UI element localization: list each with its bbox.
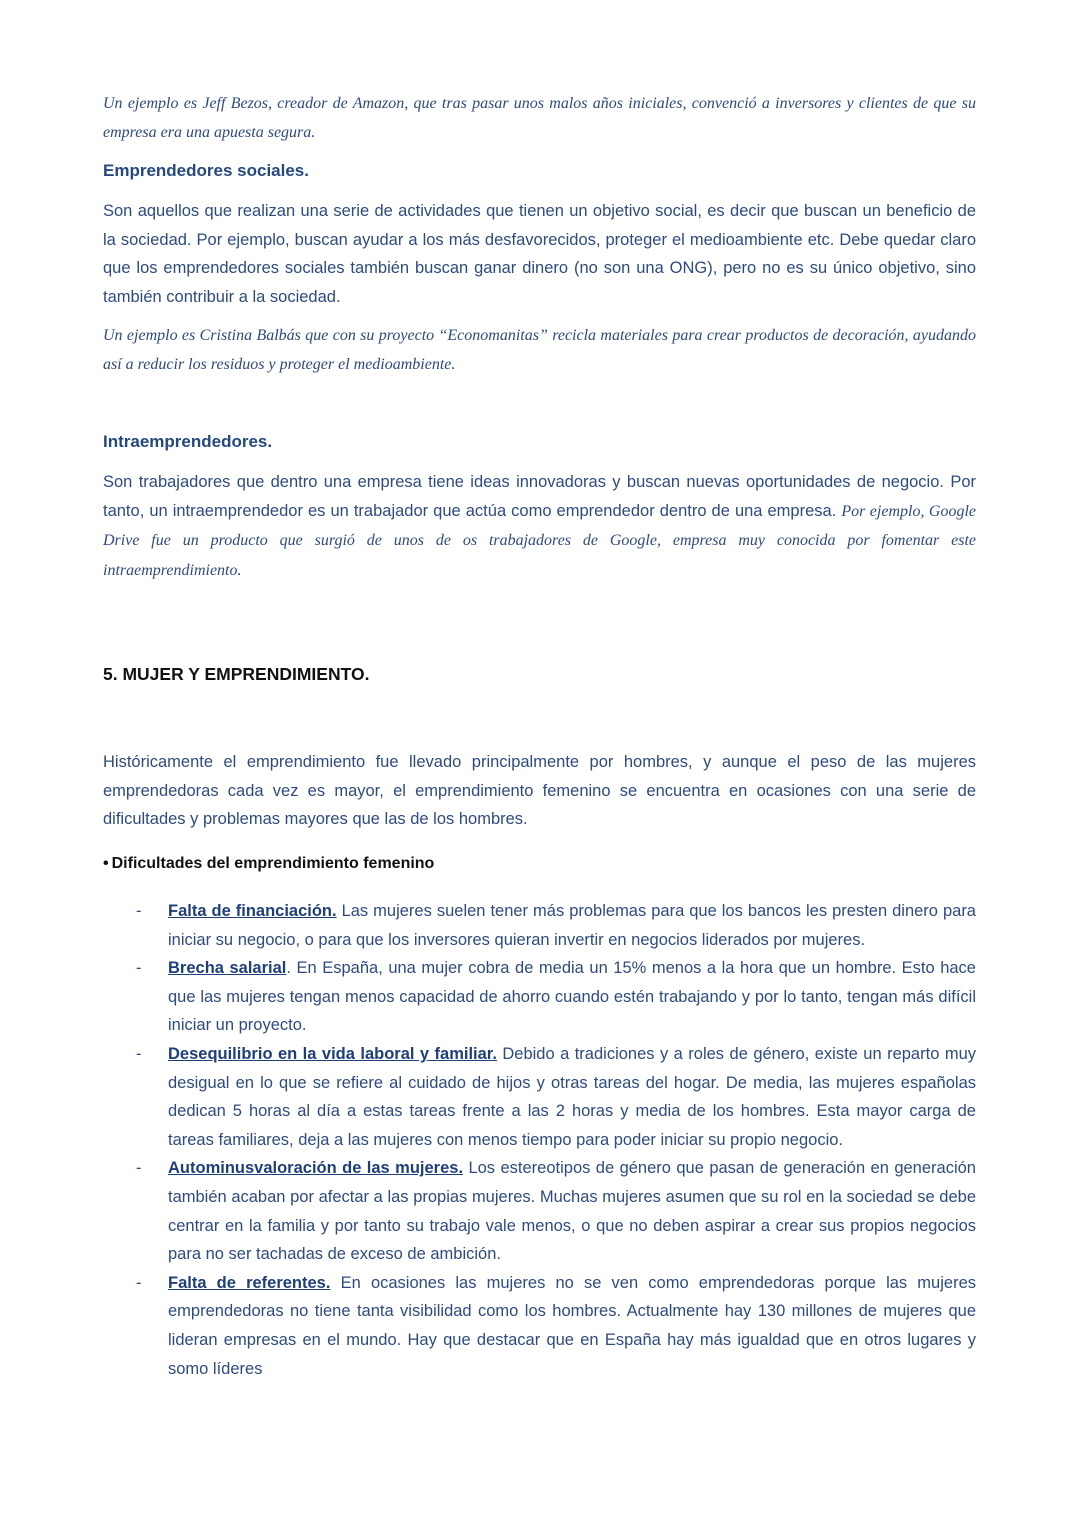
section-5-title: 5. MUJER Y EMPRENDIMIENTO.: [103, 664, 370, 684]
intrapreneurs-heading: Intraemprendedores.: [103, 432, 273, 451]
list-item-text: . En España, una mujer cobra de media un 15% menos a la hora que un hombre. Esto hace que las mujeres tengan menos capacidad de ahorro cuando estén trabajando y por lo tanto, tengan más difícil iniciar un proyecto.: [168, 959, 976, 1035]
list-item-term: Desequilibrio en la vida laboral y familiar.: [168, 1044, 497, 1063]
list-item-text: Los estereotipos de género que pasan de generación en generación también acaban por afectar a las propias mujeres. Muchas mujeres asumen que su rol en la sociedad se debe centrar en la familia y por tanto su trabajo vale menos, o que no deben aspirar a crear sus propios negocios para no ser tachadas de exceso de ambición.: [168, 1159, 976, 1264]
list-item-text: En ocasiones las mujeres no se ven como emprendedoras porque las mujeres emprendedoras no tiene tanta visibilidad como los hombres. Actualmente hay 130 millones de mujeres que lideran empresas en el mundo. Hay que destacar que en España hay más igualdad que en otros lugares y somo líderes: [168, 1273, 976, 1378]
google-drive-example: Por ejemplo, Google Drive fue un producto que surgió de unos de os trabajadores de Google, empresa muy conocida por fomentar este intraemprendimiento.: [103, 502, 977, 579]
list-item: [103, 954, 976, 1040]
list-item: [103, 1154, 976, 1268]
women-entrepreneurship-intro: Históricamente el emprendimiento fue llevado principalmente por hombres, y aunque el peso de las mujeres emprendedoras cada vez es mayor, el emprendimiento femenino se encuentra en ocasiones con una serie de dificultades y problemas mayores que las de los hombres.: [103, 753, 976, 829]
list-item-text: Debido a tradiciones y a roles de género, existe un reparto muy desigual en lo que se refiere al cuidado de hijos y otras tareas del hogar. De media, las mujeres españolas dedican 5 horas al día a estas tareas frente a las 2 horas y media de los hombres. Esta mayor carga de tareas familiares, deja a las mujeres con menos tiempo para poder iniciar su propio negocio.: [168, 1044, 976, 1149]
list-item-term: Falta de financiación.: [168, 902, 337, 920]
dash-bullet-icon: -: [136, 959, 142, 978]
list-item-term: Autominusvaloración de las mujeres.: [168, 1159, 464, 1178]
social-entrepreneurs-heading: Emprendedores sociales.: [103, 161, 309, 180]
bullet-dot-icon: •: [103, 855, 109, 872]
intrapreneurs-text: Son trabajadores que dentro una empresa tiene ideas innovadoras y buscan nuevas oportunidades de negocio. Por tanto, un intraemprendedor es un trabajador que actúa como emprendedor dentro de una empresa.: [103, 473, 976, 520]
intrapreneurs-body: [103, 468, 976, 585]
difficulties-list: [103, 897, 976, 1383]
dash-bullet-icon: -: [136, 1044, 142, 1063]
list-item-text: Las mujeres suelen tener más problemas para que los bancos les presten dinero para iniciar su negocio, o para que los inversores quieran invertir en negocios liderados por mujeres.: [168, 902, 976, 949]
dash-bullet-icon: -: [136, 1159, 142, 1178]
list-item-term: Falta de referentes.: [168, 1273, 331, 1292]
dash-bullet-icon: -: [136, 902, 142, 920]
list-item-term: Brecha salarial: [168, 959, 287, 978]
balbas-example: Un ejemplo es Cristina Balbás que con su proyecto “Economanitas” recicla materiales para crear productos de decoración, ayudando así a reducir los residuos y proteger el medioambiente.: [103, 327, 976, 373]
difficulties-heading: [103, 852, 976, 876]
list-item: [103, 1040, 976, 1154]
dash-bullet-icon: -: [136, 1273, 142, 1292]
social-entrepreneurs-body: Son aquellos que realizan una serie de actividades que tienen un objetivo social, es decir que buscan un beneficio de la sociedad. Por ejemplo, buscan ayudar a los más desfavorecidos, proteger el medioambiente etc. Debe quedar claro que los emprendedores sociales también buscan ganar dinero (no son una ONG), pero no es su único objetivo, sino también contribuir a la sociedad.: [103, 202, 976, 306]
difficulties-heading-text: Dificultades del emprendimiento femenino: [111, 855, 435, 872]
list-item: [103, 1269, 976, 1383]
bezos-example: Un ejemplo es Jeff Bezos, creador de Amazon, que tras pasar unos malos años iniciales, convenció a inversores y clientes de que su empresa era una apuesta segura.: [103, 95, 976, 141]
list-item: [103, 897, 976, 954]
